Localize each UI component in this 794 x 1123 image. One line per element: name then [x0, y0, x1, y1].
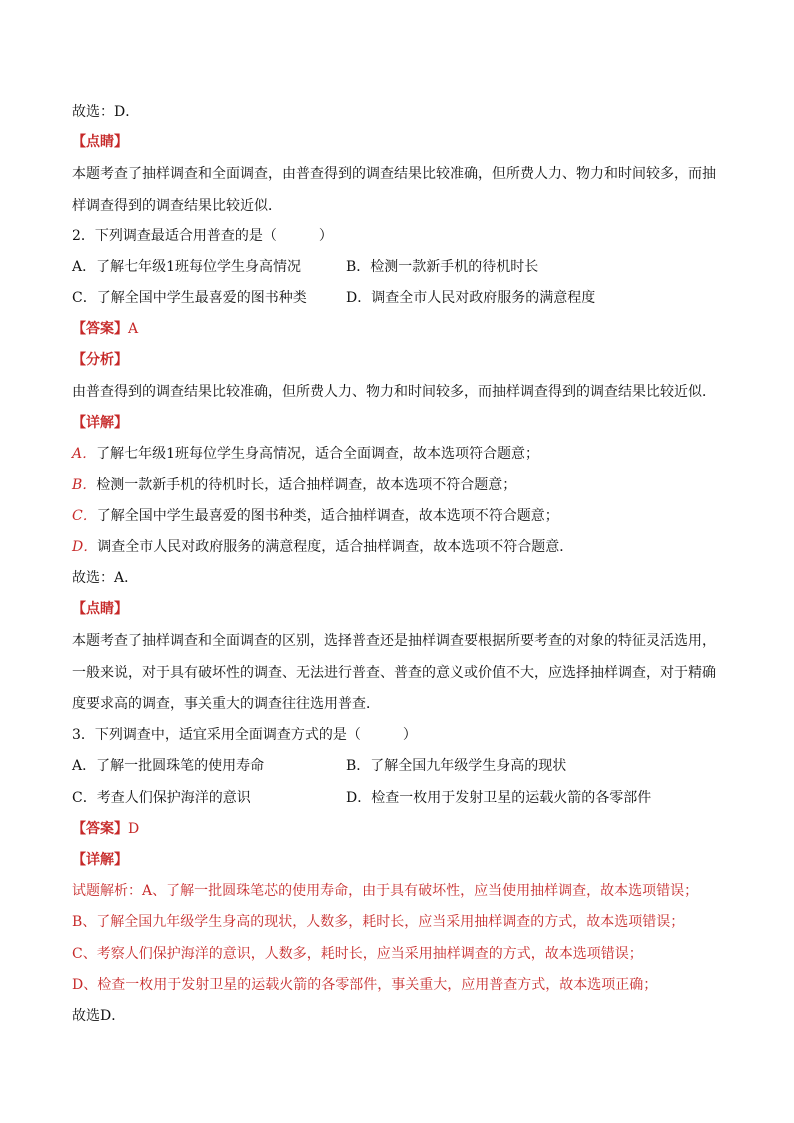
- prev-review-line-1: 本题考查了抽样调查和全面调查，由普查得到的调查结果比较准确，但所费人力、物力和时间较多，而抽: [72, 166, 716, 182]
- q2-conclusion: 故选：A．: [72, 570, 139, 586]
- q3-option-c: C．考查人们保护海洋的意识: [72, 790, 251, 806]
- q3-detail-tag: 【详解】: [72, 852, 128, 868]
- q2-review-line-3: 度要求高的调查，事关重大的调查往往选用普查．: [72, 696, 380, 712]
- q3-detail-line-2: B、了解全国九年级学生身高的现状，人数多，耗时长，应当采用抽样调查的方式，故本选项错误；: [72, 914, 685, 930]
- q2-detail-c-label: C．: [72, 508, 97, 524]
- q3-detail-line-3: C、考察人们保护海洋的意识，人数多，耗时长，应当采用抽样调查的方式，故本选项错误；: [72, 946, 643, 962]
- q3-answer-row: [72, 819, 139, 839]
- q2-detail-a-label: A．: [72, 446, 97, 462]
- q2-answer-row: [72, 319, 138, 339]
- q2-detail-a: [72, 444, 539, 464]
- q2-option-a: A．了解七年级1班每位学生身高情况: [72, 259, 302, 275]
- q2-detail-d-text: 调查全市人民对政府服务的满意程度，适合抽样调查，故本选项不符合题意．: [97, 539, 574, 555]
- q2-stem: 2．下列调查最适合用普查的是（ ）: [72, 228, 333, 244]
- q3-option-d: D．检查一枚用于发射卫星的运载火箭的各零部件: [346, 790, 652, 806]
- q2-detail-c-text: 了解全国中学生最喜爱的图书种类，适合抽样调查，故本选项不符合题意；: [96, 508, 559, 524]
- q3-answer-value: D: [128, 821, 140, 837]
- q2-detail-b-text: 检测一款新手机的待机时长，适合抽样调查，故本选项不符合题意；: [96, 477, 517, 493]
- prev-review-tag: 【点睛】: [72, 134, 128, 150]
- q2-analysis-text: 由普查得到的调查结果比较准确，但所费人力、物力和时间较多，而抽样调查得到的调查结果比较近似．: [72, 384, 716, 400]
- q3-option-a: A．了解一批圆珠笔的使用寿命: [72, 758, 265, 774]
- q2-detail-tag: 【详解】: [72, 415, 128, 431]
- q3-stem: 3．下列调查中，适宜采用全面调查方式的是（ ）: [72, 727, 417, 743]
- q2-option-b: B．检测一款新手机的待机时长: [346, 259, 539, 275]
- q3-conclusion: 故选D．: [72, 1008, 126, 1024]
- q2-detail-b-label: B．: [72, 477, 97, 493]
- q2-answer-tag: 【答案】: [72, 321, 128, 337]
- prev-review-line-2: 样调查得到的调查结果比较近似．: [72, 198, 282, 214]
- q3-option-b: B．了解全国九年级学生身高的现状: [346, 758, 567, 774]
- q2-detail-d-label: D．: [72, 539, 98, 555]
- prev-conclusion: 故选：D．: [72, 104, 140, 120]
- q2-detail-c: [72, 506, 559, 526]
- q2-option-d: D．调查全市人民对政府服务的满意程度: [346, 290, 596, 306]
- q2-detail-a-text: 了解七年级1班每位学生身高情况，适合全面调查，故本选项符合题意；: [96, 446, 540, 462]
- q2-detail-b: [72, 475, 516, 495]
- q2-review-line-1: 本题考查了抽样调查和全面调查的区别，选择普查还是抽样调查要根据所要考查的对象的特征灵活选用，: [72, 633, 716, 649]
- q3-detail-line-1: 试题解析：A、了解一批圆珠笔芯的使用寿命，由于具有破坏性，应当使用抽样调查，故本选项错误；: [72, 883, 699, 899]
- q2-review-line-2: 一般来说，对于具有破坏性的调查、无法进行普查、普查的意义或价值不大，应选择抽样调查，对于精确: [72, 665, 716, 681]
- q2-detail-d: [72, 537, 573, 557]
- q3-detail-line-4: D、检查一枚用于发射卫星的运载火箭的各零部件，事关重大，应用普查方式，故本选项正确；: [72, 977, 658, 993]
- q2-answer-value: A: [128, 321, 139, 337]
- q2-option-c: C．了解全国中学生最喜爱的图书种类: [72, 290, 307, 306]
- q2-review-tag: 【点睛】: [72, 601, 128, 617]
- q3-answer-tag: 【答案】: [72, 821, 128, 837]
- q2-analysis-tag: 【分析】: [72, 352, 128, 368]
